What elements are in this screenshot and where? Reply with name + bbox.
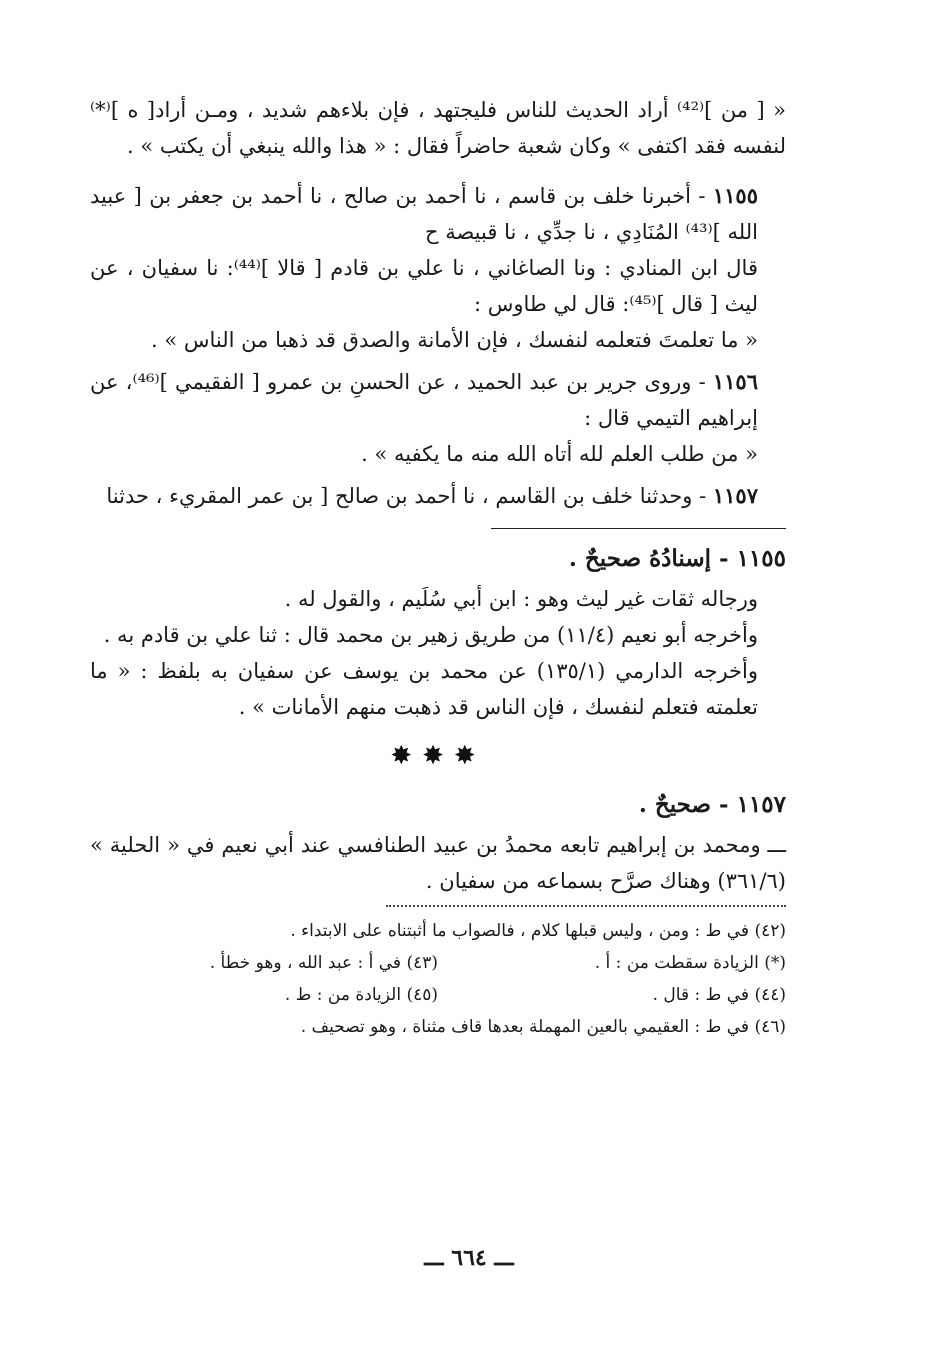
footnote-45: (٤٥) الزيادة من : ط . [284,985,438,1005]
footnote-row [90,947,786,979]
quote-paragraph: « من طلب العلم لله أتاه الله منه ما يكفيه » . [361,442,758,466]
footnote-44: (٤٤) في ط : قال . [652,985,786,1005]
footnote-star: (*) الزيادة سقطت من : أ . [594,953,786,973]
hadith-number: ١١٥٦ [712,369,758,394]
text-paragraph: قال ابن المنادي : ونا الصاغاني ، نا علي بن قادم [ قالا ]⁽⁴⁴⁾: نا سفيان ، عن ليث [ قال ]⁽⁴⁵⁾: قال لي طاوس : [90,256,758,316]
text-paragraph: « [ من ]⁽⁴²⁾ أراد الحديث للناس فليجتهد ، فإن بلاءهم شديد ، ومـن أراد[ ه ]⁽*⁾ لنفسه فقد اكتفى » وكان شعبة حاضراً فقال : « هذا والله ينبغي أن يكتب » . [90,98,786,158]
page-number [0,1245,938,1271]
note-title: - صحيحٌ . [638,791,737,818]
footnote-46: (٤٦) في ط : العقيمي بالعين المهملة بعدها قاف مثناة ، وهو تصحيف . [300,1017,786,1037]
note-line: ورجاله ثقات غير ليث وهو : ابن أبي سُلَيم ، والقول له . [284,587,758,611]
hadith-number: ١١٥٥ [712,183,758,208]
hadith-text: - وروى جرير بن عبد الحميد ، عن الحسنِ بن عمرو [ الفقيمي ]⁽⁴⁶⁾، عن إبراهيم التيمي قال : [90,370,758,430]
hadith-text: - وحدثنا خلف بن القاسم ، نا أحمد بن صالح [ بن عمر المقريء ، حدثنا [106,484,713,508]
note-number: ١١٥٥ [736,545,786,572]
note-line: وأخرجه الدارمي (١٣٥/١) عن محمد بن يوسف عن سفيان به بلفظ : « ما تعلمته فتعلم لنفسك ، فإن الناس قد ذهبت منهم الأمانات » . [90,659,759,719]
note-number: ١١٥٧ [736,791,786,818]
quote-paragraph: « ما تعلمتَ فتعلمه لنفسك ، فإن الأمانة والصدق قد ذهبا من الناس » . [151,328,758,352]
page-number-text: ـــ ٦٦٤ ـــ [424,1245,514,1271]
footnote-row [90,979,786,1011]
hadith-text: - أخبرنا خلف بن قاسم ، نا أحمد بن صالح ، نا أحمد بن جعفر بن [ عبيد الله ]⁽⁴³⁾ المُنَادِي ، نا جدِّي ، نا قبيصة ح [90,184,758,244]
hadith-number: ١١٥٧ [712,483,758,508]
note-heading-1155 [90,539,786,579]
separator-rule [491,528,786,529]
footnote-separator [386,905,786,907]
footnote-42: (٤٢) في ط : ومن ، وليس قبلها كلام ، فالصواب ما أثبتناه على الابتداء . [290,921,786,941]
note-title: - إسنادُهُ صحيحٌ . [568,545,737,572]
note-heading-1157 [90,785,786,825]
note-line: ـــ ومحمد بن إبراهيم تابعه محمدُ بن عبيد الطنافسي عند أبي نعيم في « الحلية » (٣٦١/٦) وهناك صرَّح بسماعه من سفيان . [90,833,786,893]
hadith-1157 [90,478,786,514]
hadith-1155 [90,178,786,250]
note-line: وأخرجه أبو نعيم (١١/٤) من طريق زهير بن محمد قال : ثنا علي بن قادم به . [103,623,758,647]
footnote-43: (٤٣) في أ : عبد الله ، وهو خطأ . [209,953,438,973]
hadith-1156 [90,364,786,436]
page-content [90,92,786,1043]
section-divider-stars: ✸✸✸ [390,741,486,771]
